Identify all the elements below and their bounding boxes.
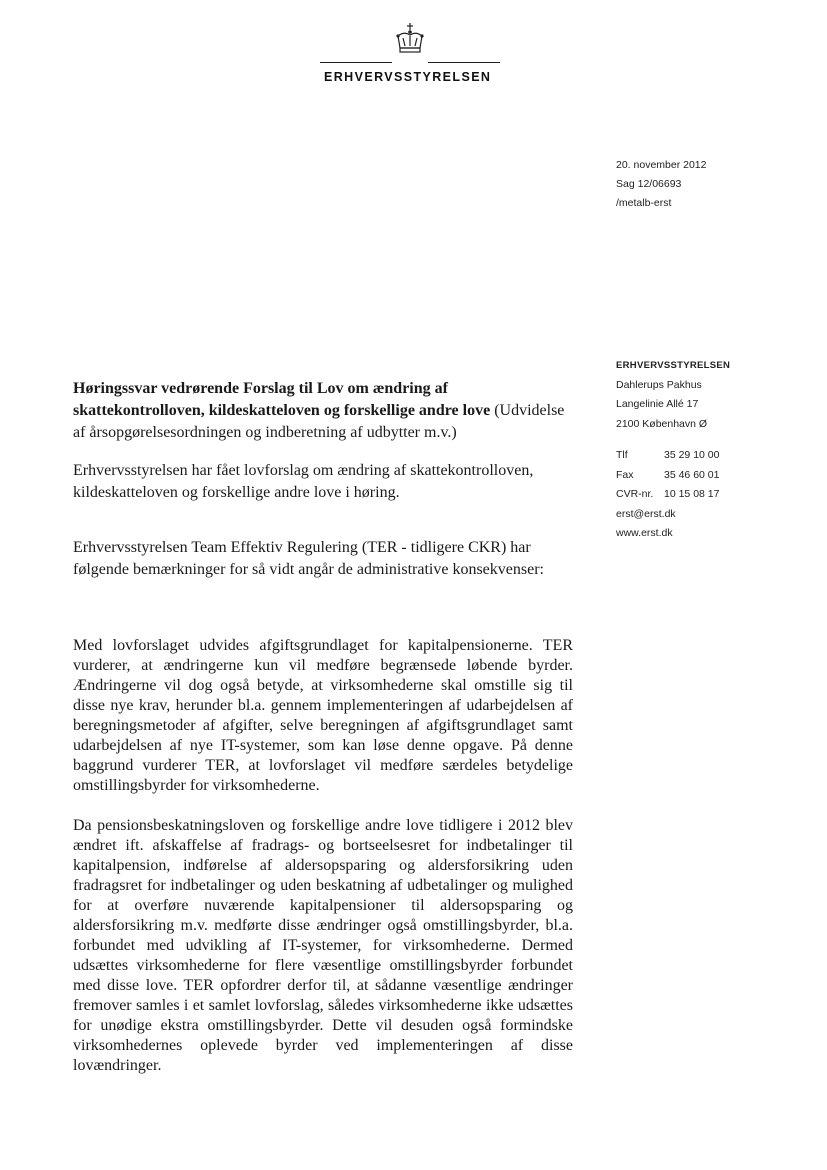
- sender-block: [616, 356, 730, 544]
- contact-row-fax: [616, 466, 730, 486]
- intro-paragraph: Erhvervsstyrelsen har fået lovforslag om ændring af skattekontrolloven, kildeskatteloven og forskellige andre love i høring.: [73, 462, 534, 501]
- body-paragraph-1: Med lovforslaget udvides afgiftsgrundlaget for kapitalpensionerne. TER vurderer, at ændringerne kun vil medføre begrænsede løbende byrder. Ændringerne vil dog også betyde, at virksomhederne skal omstille sig til disse nye krav, herunder bl.a. gennem implementeringen af udarbejdelsen af beregningsmetoder af afgifter, selve beregningen af afgiftsgrundlaget samt udarbejdelsen af nye IT-systemer, som kan løse denne opgave. På denne baggrund vurderer TER, at lovforslaget vil medføre særdeles betydelige omstillingsbyrder for virksomhederne.: [73, 637, 573, 794]
- logo-rule-right: [428, 62, 500, 63]
- contact-row-phone: [616, 446, 730, 466]
- sender-address-1: Dahlerups Pakhus: [616, 378, 702, 391]
- heading-bold: Høringssvar vedrørende Forslag til Lov om ændring af skattekontrolloven, kildeskatteloven og forskellige andre love: [73, 380, 491, 419]
- website-link[interactable]: www.erst.dk: [616, 527, 673, 539]
- letter-heading: [73, 378, 573, 444]
- contact-label: Fax: [616, 468, 634, 481]
- sender-address-3: 2100 København Ø: [616, 417, 708, 430]
- heading-normal: (Udvidelse af årsopgørelsesordningen og indberetning af udbytter m.v.): [73, 402, 565, 441]
- logo-rule-left: [320, 62, 392, 63]
- contact-label: Tlf: [616, 449, 628, 461]
- team-paragraph: Erhvervsstyrelsen Team Effektiv Regulering (TER - tidligere CKR) har følgende bemærkninger for så vidt angår de administrative konsekvenser:: [73, 539, 544, 578]
- sender-address-2: Langelinie Allé 17: [616, 398, 699, 410]
- contact-value: 35 46 60 01: [664, 468, 720, 481]
- contact-value: 35 29 10 00: [664, 449, 720, 461]
- case-number: Sag 12/06693: [616, 178, 682, 190]
- sender-org: ERHVERVSSTYRELSEN: [616, 360, 731, 371]
- contact-label: CVR-nr.: [616, 488, 654, 500]
- reference: /metalb-erst: [616, 197, 672, 209]
- body-paragraph-2: Da pensionsbeskatningsloven og forskellige andre love tidligere i 2012 blev ændret ift. afskaffelse af fradrags- og bortseelsesret for indbetalinger til kapitalpension, indførelse af aldersopsparing og aldersforsikring uden fradragsret for indbetalinger og uden beskatning af udbetalinger og mulighed for at overføre nuværende kapitalpensioner til aldersopsparing og aldersforsikring m.v. medførte disse ændringer også omstillingsbyrder, bl.a. forbundet med udvikling af IT-systemer, for virksomhederne. Dermed udsættes virksomhederne for flere væsentlige omstillingsbyrder forbundet med disse love. TER opfordrer derfor til, at sådanne væsentlige ændringer fremover samles i et samlet lovforslag, således virksomhederne ikke udsættes for unødige ekstra omstillingsbyrder. Dette vil desuden også formindske virksomhedernes oplevede byrder ved implementeringen af disse lovændringer.: [73, 817, 573, 1074]
- contact-row-cvr: [616, 485, 730, 505]
- letter-meta: [616, 156, 706, 213]
- crown-icon: [392, 22, 428, 58]
- logo-wordmark: ERHVERVSSTYRELSEN: [324, 70, 492, 84]
- letter-date: 20. november 2012: [616, 159, 707, 171]
- letter-body: [73, 378, 573, 1076]
- email-link[interactable]: erst@erst.dk: [616, 507, 676, 520]
- contact-value: 10 15 08 17: [664, 488, 720, 500]
